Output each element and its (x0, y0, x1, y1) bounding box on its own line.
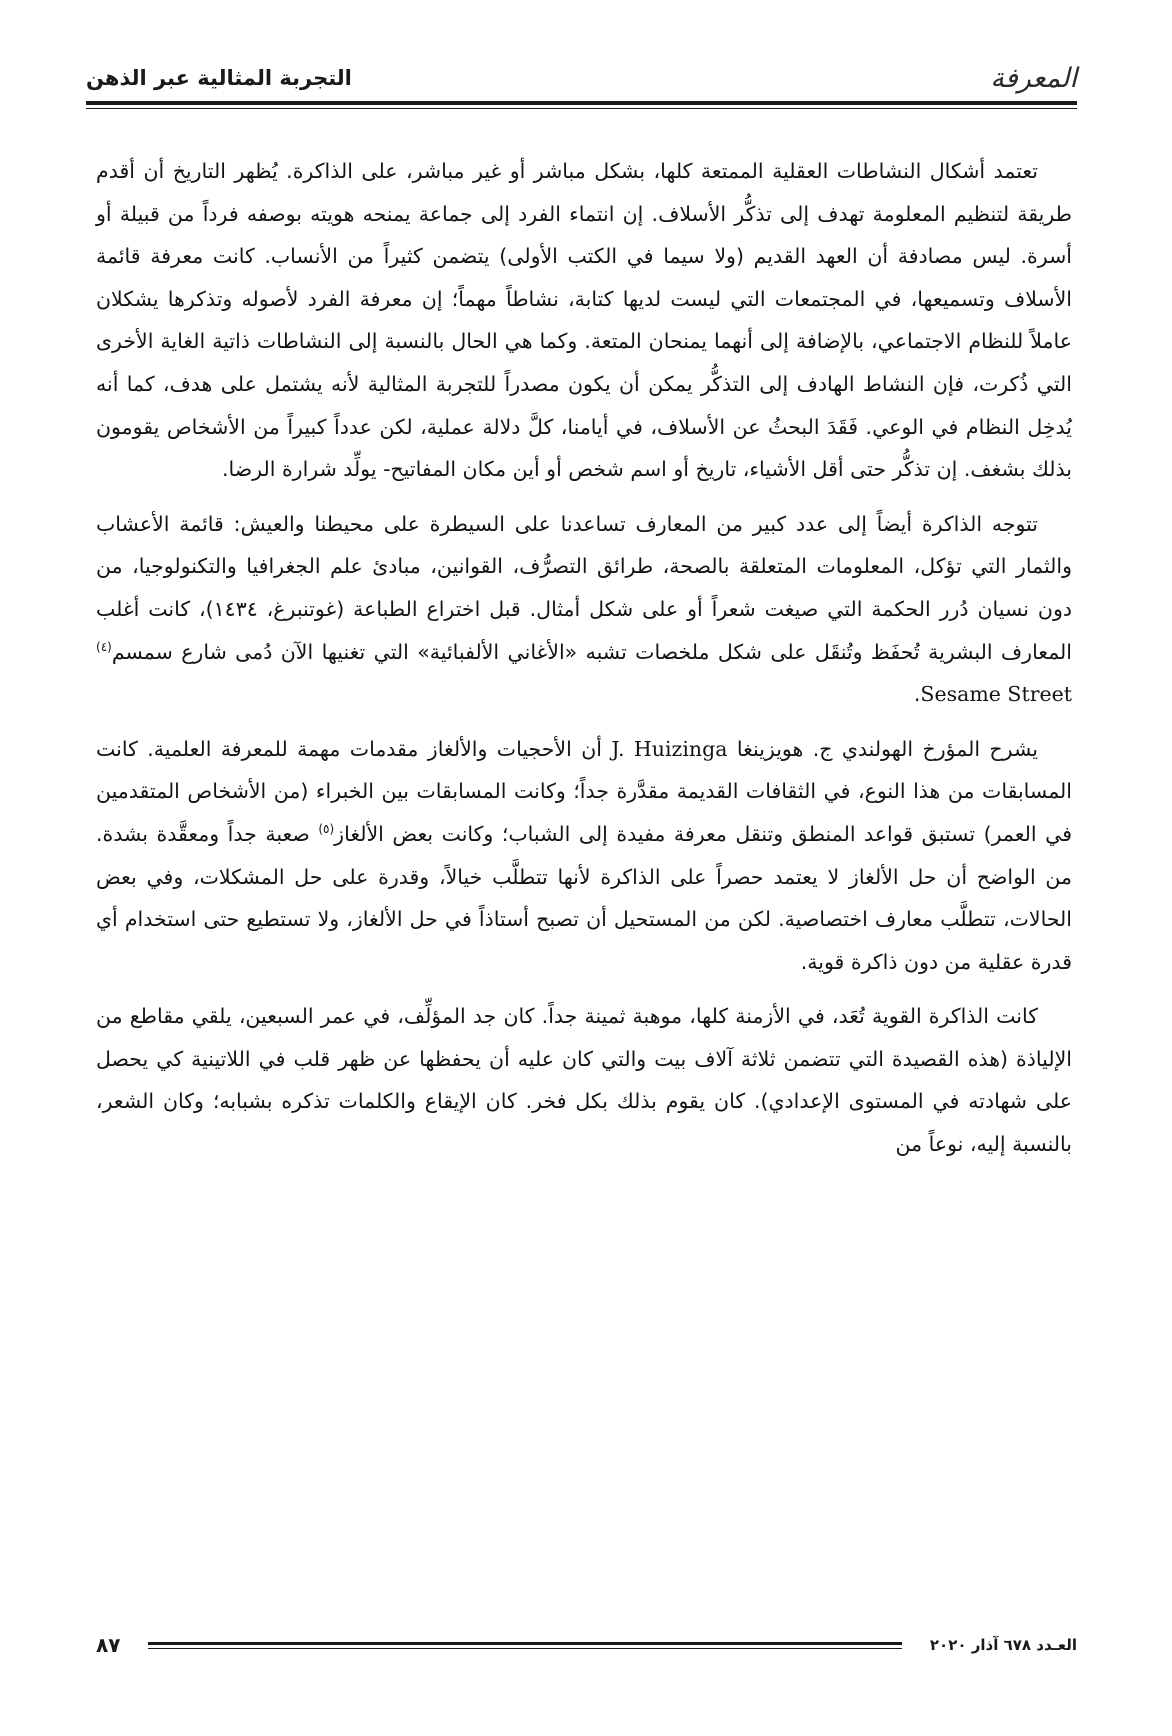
paragraph-2-end: . (913, 682, 921, 707)
issue-info: العـدد ٦٧٨ آذار ٢٠٢٠ (929, 1636, 1077, 1654)
paragraph-3 (96, 728, 1072, 984)
page-header (86, 58, 1077, 98)
latin-term-sesame-street: Sesame Street (920, 682, 1072, 707)
footer-rule-thin (148, 1648, 901, 1649)
header-rule (86, 101, 1077, 105)
latin-name-huizinga: J. Huizinga (611, 736, 728, 761)
footnote-ref-5[interactable]: (٥) (318, 822, 335, 837)
footer-rule (148, 1642, 901, 1649)
footer-rule-thick (148, 1642, 901, 1645)
header-rule-thin (86, 108, 1077, 109)
page-footer (96, 1628, 1077, 1662)
running-title: التجربة المثالية عبر الذهن (86, 66, 352, 90)
paragraph-3-lead: يشرح المؤرخ الهولندي ج. هويزينغا (736, 736, 1038, 761)
paragraph-3-mid: أن الأحجيات والألغاز مقدمات مهمة للمعرفة العلمية. كانت المسابقات من هذا النوع، في الثقافات القديمة مقدَّرة جداً؛ وكانت المسابقات بين الخبراء (من الأشخاص المتقدمين في العمر) تستبق قواعد المنطق وتنقل معرفة مفيدة إلى الشباب؛ وكانت بعض الألغاز (96, 736, 1072, 846)
paragraph-2 (96, 503, 1072, 716)
paragraph-2-text: تتوجه الذاكرة أيضاً إلى عدد كبير من المعارف تساعدنا على السيطرة على محيطنا والعيش: قائمة الأعشاب والثمار التي تؤكل، المعلومات المتعلقة بالصحة، طرائق التصرُّف، القوانين، مبادئ علم الجغرافيا والتكنولوجيا، من دون نسيان دُرر الحكمة التي صيغت شعراً أو على شكل أمثال. قبل اختراع الطباعة (غوتنبرغ، ١٤٣٤)، كانت أغلب المعارف البشرية تُحفَظ وتُنقَل على شكل ملخصات تشبه «الأغاني الألفبائية» التي تغنيها الآن دُمى شارع سمسم (96, 511, 1072, 664)
footnote-ref-4[interactable]: (٤) (96, 639, 112, 654)
paragraph-1: تعتمد أشكال النشاطات العقلية الممتعة كلها، بشكل مباشر أو غير مباشر، على الذاكرة. يُظهر التاريخ أن أقدم طريقة لتنظيم المعلومة تهدف إلى تذكُّر الأسلاف. إن انتماء الفرد إلى جماعة يمنحه هويته بوصفه فرداً من قبيلة أو أسرة. ليس مصادفة أن العهد القديم (ولا سيما في الكتب الأولى) يتضمن كثيراً من الأنساب. كانت معرفة قائمة الأسلاف وتسميعها، في المجتمعات التي ليست لديها كتابة، نشاطاً مهماً؛ إن معرفة الفرد لأصوله وتذكرها يشكلان عاملاً للنظام الاجتماعي، بالإضافة إلى أنهما يمنحان المتعة. وكما هي الحال بالنسبة إلى النشاطات ذاتية الغاية الأخرى التي ذُكرت، فإن النشاط الهادف إلى التذكُّر يمكن أن يكون مصدراً للتجربة المثالية لأنه يشتمل على هدف، كما أنه يُدخِل النظام في الوعي. فَقَدَ البحثُ عن الأسلاف، في أيامنا، كلَّ دلالة عملية، لكن عدداً كبيراً من الأشخاص يقومون بذلك بشغف. إن تذكُّر حتى أقل الأشياء، تاريخ أو اسم شخص أو أين مكان المفاتيح- يولِّد شرارة الرضا. (96, 159, 1072, 482)
page-number: ٨٧ (96, 1633, 121, 1657)
paragraph-4: كانت الذاكرة القوية تُعَد، في الأزمنة كلها، موهبة ثمينة جداً. كان جد المؤلِّف، في عمر السبعين، يلقي مقاطع من الإلياذة (هذه القصيدة التي تتضمن ثلاثة آلاف بيت والتي كان عليه أن يحفظها عن ظهر قلب في اللاتينية كي يحصل على شهادته في المستوى الإعدادي). كان يقوم بذلك بكل فخر. كان الإيقاع والكلمات تذكره بشبابه؛ وكان الشعر، بالنسبة إليه، نوعاً من (96, 1004, 1072, 1157)
article-body (96, 150, 1072, 1178)
journal-logo: المعرفة (990, 62, 1077, 94)
paragraph-3-end: صعبة جداً ومعقَّدة بشدة. من الواضح أن حل الألغاز لا يعتمد حصراً على الذاكرة لأنها تتطلَّب خيالاً، وقدرة على حل المشكلات، وفي بعض الحالات، تتطلَّب معارف اختصاصية. لكن من المستحيل أن تصبح أستاذاً في حل الألغاز، ولا تستطيع حتى استخدام أي قدرة عقلية من دون ذاكرة قوية. (96, 821, 1072, 974)
